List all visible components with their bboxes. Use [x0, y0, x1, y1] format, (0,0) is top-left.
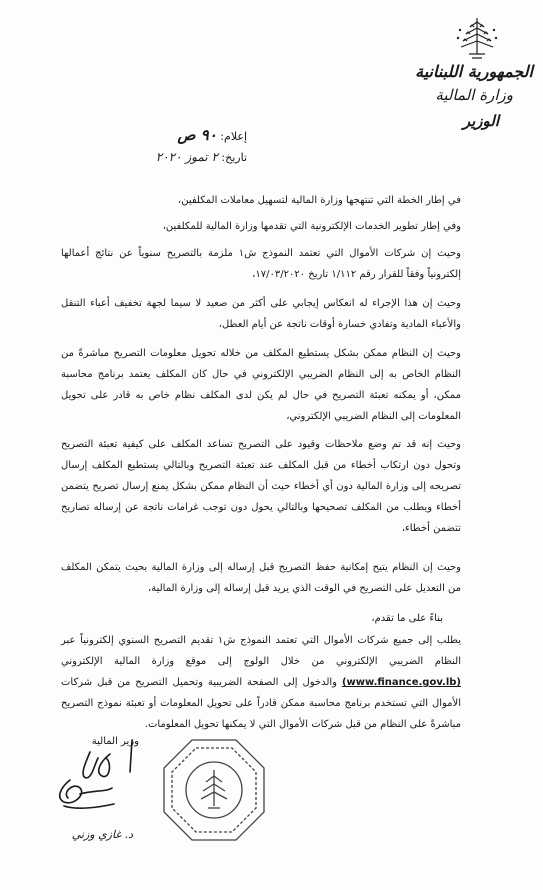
paragraph-7: وحيث إن النظام يتيح إمكانية حفظ التصريح قبل إرساله إلى وزارة المالية بحيث يتمكن المكلف من التعديل على التصريح في الوقت الذي يريد قبل إرساله إلى وزارة المالية،: [61, 562, 461, 594]
paragraph-3: وحيث إن شركات الأموال التي تعتمد النموذج ش١ ملزمة بالتصريح سنوياً عن نتائج أعمالها إلكترونياً وفقاً للقرار رقم ١/١١٢ تاريخ ١٧/٠٣/٢٠٢٠،: [61, 248, 462, 280]
paragraph-9-end: والدخول إلى الصفحة الضريبية وتحميل التصريح من قبل شركات الأموال التي تستخدم برنامج محاسبة ممكن قادراً على تحويل المعلومات أو تعبئة نموذج التصريح مباشرةً على النظام من قبل شركات الأموال التي لا يمكنها تحويل المعلومات.: [61, 677, 461, 730]
reference-label: إعلام:: [220, 130, 247, 143]
finance-website-link[interactable]: (www.finance.gov.lb): [341, 677, 461, 688]
paragraph-9-start: يطلب إلى جميع شركات الأموال التي تعتمد النموذج ش١ تقديم التصريح السنوي إلكترونياً عبر النظام الضريبي الإلكتروني من خلال الولوج إلى موقع وزارة المالية الإلكتروني: [61, 635, 462, 667]
paragraph-5: وحيث إن النظام ممكن بشكل يستطيع المكلف من خلاله تحويل معلومات التصريح مباشرةً من النظام الخاص به إلى النظام الضريبي الإلكتروني في حال كان المكلف يعتمد برنامج محاسبة ممكن، أو يمكنه تعبئة التصريح في حال لم يكن لدى المكلف نظام خاص به قادر على تحويل المعلومات إلى النظام الضريبي الإلكتروني،: [61, 348, 461, 422]
reference-number: ٩٠ ص: [177, 126, 217, 144]
date-value: ٢ تموز ٢٠٢٠: [155, 150, 218, 164]
reference-line: [177, 126, 247, 144]
paragraph-1: في إطار الخطة التي تنتهجها وزارة المالية لتسهيل معاملات المكلفين،: [178, 195, 461, 206]
date-label: تاريخ:: [221, 151, 247, 164]
paragraph-2: وفي إطار تطوير الخدمات الإلكترونية التي تقدمها وزارة المالية للمكلفين،: [162, 221, 461, 232]
signature-title: وزير المالية: [91, 736, 139, 747]
paragraph-9: [61, 630, 461, 735]
minister-heading: الوزير: [462, 112, 499, 130]
paragraph-6: وحيث إنه قد تم وضع ملاحظات وقيود على التصريح تساعد المكلف على كيفية تعبئة التصريح وتحول دون ارتكاب أخطاء من قبل المكلف عند تعبئة التصريح وبالتالي يستطيع المكلف إرسال تصريحه إلى وزارة المالية دون أي أخطاء حيث أن النظام ممكن بشكل يمنع إرسال تصريح يتضمن أخطاء ويطلب من المكلف تصحيحها وبالتالي يحول دون توجب غرامات ناتجة عن إرساله تصاريح تتضمن أخطاء،: [61, 439, 461, 534]
cedar-emblem-icon: [452, 14, 502, 62]
paragraph-8: بناءً على ما تقدم،: [371, 613, 443, 624]
ministry-heading: وزارة المالية: [435, 86, 513, 104]
signature-name: د. غازي وزني: [71, 828, 133, 841]
republic-heading: الجمهورية اللبنانية: [415, 62, 533, 81]
paragraph-4: وحيث إن هذا الإجراء له انعكاس إيجابي على أكثر من صعيد لا سيما لجهة تخفيف أعباء التنقل والأعباء المادية وتفادي خسارة أوقات ناتجة عن أيام العطل،: [61, 298, 461, 330]
official-stamp-icon: [160, 736, 268, 844]
date-line: [156, 150, 247, 164]
